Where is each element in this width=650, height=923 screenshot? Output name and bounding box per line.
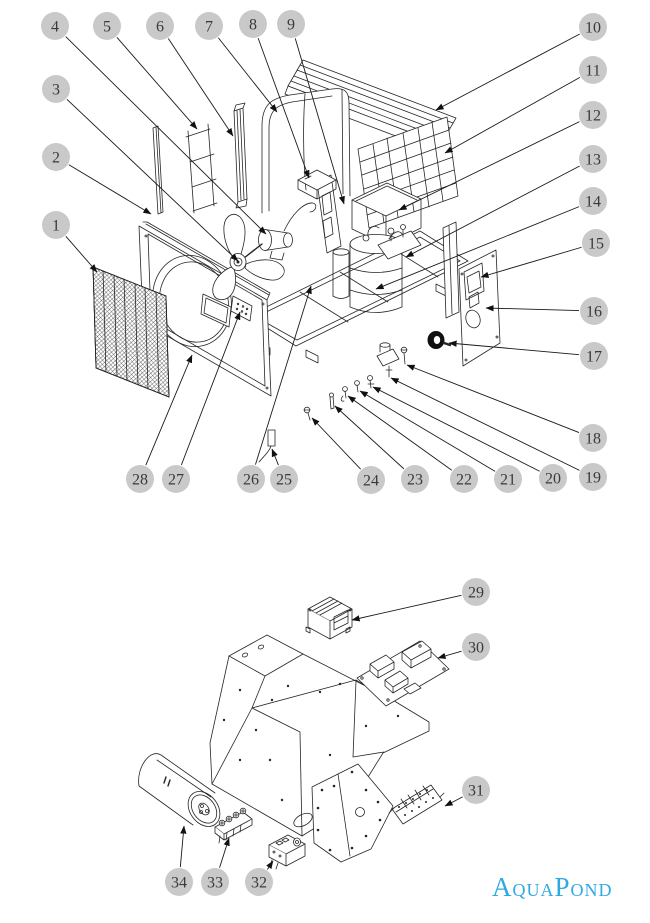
callout-number-30: 30: [468, 639, 484, 657]
callout-number-11: 11: [585, 62, 601, 80]
coil-support-frame: [186, 124, 217, 213]
callout-number-33: 33: [207, 874, 223, 892]
callout-number-4: 4: [51, 18, 59, 36]
callout-number-6: 6: [156, 18, 164, 36]
callout-number-14: 14: [585, 193, 601, 211]
callout-number-25: 25: [276, 471, 292, 489]
rubber-grommet: [428, 331, 451, 349]
leader-line-20: [373, 387, 540, 471]
leader-line-31: [445, 797, 463, 806]
leader-line-1: [66, 236, 97, 272]
contactor: [269, 835, 305, 869]
small-valves-sensors: [304, 343, 407, 420]
transformer: [306, 597, 352, 639]
callout-number-12: 12: [585, 107, 601, 125]
leader-line-10: [436, 34, 580, 110]
callout-number-7: 7: [205, 18, 213, 36]
callout-number-22: 22: [456, 471, 472, 489]
callout-number-32: 32: [251, 874, 267, 892]
callout-number-27: 27: [168, 471, 184, 489]
callout-number-31: 31: [468, 782, 484, 800]
callout-number-13: 13: [585, 151, 601, 169]
callout-number-23: 23: [407, 471, 423, 489]
logo-text-part: P: [554, 872, 571, 902]
brand-logo: [492, 872, 622, 903]
callout-number-18: 18: [585, 430, 601, 448]
corner-bar: [234, 103, 247, 208]
leader-line-19: [391, 378, 580, 470]
terminal-strip: [389, 785, 444, 824]
leader-line-11: [445, 77, 580, 153]
leader-line-22: [348, 396, 452, 470]
corner-post: [153, 126, 163, 214]
callout-number-26: 26: [243, 471, 259, 489]
callout-number-34: 34: [171, 874, 187, 892]
leader-line-33: [220, 838, 229, 868]
logo-text-part: A: [492, 872, 513, 902]
leader-line-30: [438, 651, 462, 658]
callout-number-2: 2: [52, 149, 60, 167]
callout-number-16: 16: [586, 303, 602, 321]
callout-number-5: 5: [103, 18, 111, 36]
leader-line-25: [272, 449, 278, 465]
leader-line-6: [168, 38, 233, 136]
callout-number-21: 21: [500, 471, 516, 489]
callout-number-29: 29: [468, 584, 484, 602]
leader-line-23: [335, 406, 404, 469]
logo-text-part: QUA: [512, 880, 555, 900]
leader-line-2: [69, 165, 151, 214]
callout-number-3: 3: [52, 81, 60, 99]
callout-number-8: 8: [249, 16, 257, 34]
evaporator-coil: [358, 117, 458, 228]
leader-line-5: [117, 37, 197, 129]
callout-number-28: 28: [132, 471, 148, 489]
callout-number-1: 1: [52, 217, 60, 235]
callout-number-20: 20: [545, 470, 561, 488]
callout-number-9: 9: [287, 16, 295, 34]
callout-number-19: 19: [585, 469, 601, 487]
logo-text-part: OND: [570, 880, 613, 900]
fan-shroud: [262, 89, 350, 213]
fan-blade: [213, 214, 285, 299]
leader-line-34: [180, 826, 184, 867]
fan-motor: [244, 203, 316, 260]
terminal-block: [215, 808, 252, 843]
leader-line-16: [486, 308, 579, 311]
leader-line-29: [352, 595, 461, 620]
callout-number-17: 17: [586, 348, 602, 366]
callout-number-15: 15: [588, 235, 604, 253]
callout-number-10: 10: [585, 19, 601, 37]
leader-line-7: [218, 38, 277, 112]
callout-number-24: 24: [363, 472, 379, 490]
leader-line-24: [312, 418, 361, 469]
leader-line-21: [360, 391, 495, 471]
leader-line-32: [267, 861, 273, 870]
